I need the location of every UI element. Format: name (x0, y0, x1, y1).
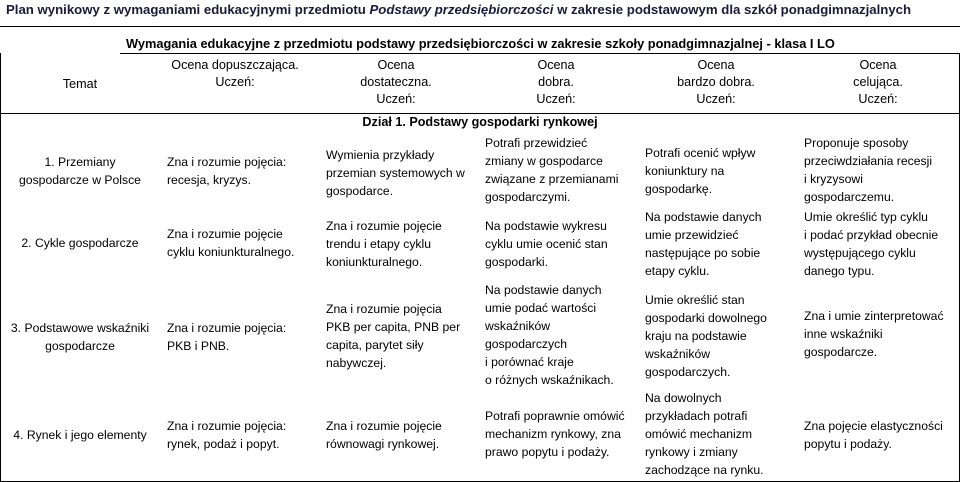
header-grade-4-line3: Uczeń: (536, 92, 576, 106)
divider (0, 113, 960, 114)
cell-line: Zna i rozumie pojęcie (326, 419, 442, 433)
cell-line: Zna i rozumie pojęcie (326, 219, 442, 233)
cell-line: 1. Przemiany (44, 155, 116, 169)
cell-line: przeciwdziałania recesji (804, 154, 933, 168)
cell-line: przykładach potrafi (645, 409, 748, 423)
header-grade-5-line1: Ocena (697, 58, 735, 72)
divider (120, 53, 960, 54)
cell-line: gospodarczymi. (485, 190, 571, 204)
grade3-cell-3 (326, 300, 460, 372)
grade4-cell-3 (485, 281, 614, 389)
header-grade-3 (316, 57, 476, 108)
cell-line: recesja, kryzys. (167, 173, 251, 187)
cell-line: Na podstawie danych (485, 283, 602, 297)
grade6-cell-4 (804, 417, 943, 453)
cell-line: umie podać wartości (485, 301, 597, 315)
cell-line: nabywczej. (326, 356, 387, 370)
cell-line: Na podstawie wykresu (485, 219, 607, 233)
cell-line: zmiany w gospodarce (485, 154, 603, 168)
cell-line: Proponuje sposoby (804, 136, 909, 150)
cell-line: następujące po sobie (645, 246, 761, 260)
cell-line: związane z przemianami (485, 172, 619, 186)
cell-line: Potrafi przewidzieć (485, 136, 588, 150)
header-grade-4-line2: dobra. (538, 75, 574, 89)
header-grade-2 (160, 57, 310, 91)
grade6-cell-3 (804, 307, 944, 361)
header-grade-6-line3: Uczeń: (858, 92, 898, 106)
page-title-subject: Podstawy przedsiębiorczości (369, 2, 554, 17)
grade4-cell-1 (485, 134, 618, 206)
grade2-cell-2 (167, 225, 294, 261)
cell-line: zachodzące na rynku. (645, 463, 764, 477)
header-grade-3-line3: Uczeń: (376, 92, 416, 106)
cell-line: gospodarczych (485, 337, 567, 351)
cell-line: koniunkturalnego. (326, 255, 423, 269)
topic-cell-3 (0, 319, 160, 355)
header-grade-5-line2: bardzo dobra. (677, 75, 755, 89)
cell-line: danego typu. (804, 264, 875, 278)
grade2-cell-4 (167, 417, 286, 453)
cell-line: o różnych wskaźnikach. (485, 373, 614, 387)
cell-line: gospodarcze. (804, 345, 878, 359)
cell-line: Umie określić stan (645, 293, 745, 307)
header-grade-2-line2: Uczeń: (215, 75, 255, 89)
cell-line: Potrafi ocenić wpływ (645, 146, 756, 160)
cell-line: Na dowolnych (645, 391, 722, 405)
cell-line: i kryzysowi (804, 172, 863, 186)
topic-cell-2 (0, 234, 160, 252)
page-title (6, 2, 911, 17)
page-title-prefix: Plan wynikowy z wymaganiami edukacyjnymi przedmiotu (6, 2, 370, 17)
cell-line: umie przewidzieć (645, 228, 739, 242)
cell-line: Zna i rozumie pojęcia (326, 302, 442, 316)
section-title: Dział 1. Podstawy gospodarki rynkowej (362, 115, 598, 129)
cell-line: etapy cyklu. (645, 264, 710, 278)
cell-line: rynek, podaż i popyt. (167, 437, 280, 451)
header-grade-3-line1: Ocena (377, 58, 415, 72)
cell-line: Zna pojęcie elastyczności (804, 419, 943, 433)
grade3-cell-4 (326, 417, 442, 453)
cell-line: i podać przykład obecnie (804, 228, 939, 242)
cell-line: i porównać kraje (485, 355, 574, 369)
cell-line: popytu i podaży. (804, 437, 892, 451)
grade4-cell-4 (485, 407, 625, 461)
cell-line: 2. Cykle gospodarcze (21, 236, 139, 250)
grade6-cell-1 (804, 134, 932, 206)
cell-line: gospodarczych. (645, 365, 731, 379)
cell-line: Umie określić typ cyklu (804, 210, 928, 224)
grade5-cell-3 (645, 291, 767, 381)
cell-line: rynkowy i zmiany (645, 445, 738, 459)
header-grade-6-line1: Ocena (859, 58, 897, 72)
grade5-cell-1 (645, 144, 755, 198)
header-topic: Temat (62, 77, 98, 91)
cell-line: przemian systemowych w (326, 166, 465, 180)
cell-line: 4. Rynek i jego elementy (13, 428, 147, 442)
topic-cell-1 (0, 153, 160, 189)
cell-line: trendu i etapy cyklu (326, 237, 432, 251)
topic-cell-4 (0, 426, 160, 444)
cell-line: capita, parytet siły (326, 338, 424, 352)
cell-line: Potrafi poprawnie omówić (485, 409, 625, 423)
cell-line: gospodarcze w Polsce (19, 173, 141, 187)
cell-line: Zna i rozumie pojęcia: (167, 321, 287, 335)
grade2-cell-1 (167, 153, 286, 189)
header-grade-5 (636, 57, 796, 108)
header-grade-4 (476, 57, 636, 108)
cell-line: prawo popytu i podaży. (485, 445, 610, 459)
header-grade-3-line2: dostateczna. (360, 75, 432, 89)
cell-line: wskaźników (485, 319, 551, 333)
cell-line: Na podstawie danych (645, 210, 762, 224)
grade3-cell-2 (326, 217, 442, 271)
cell-line: równowagi rynkowej. (326, 437, 440, 451)
cell-line: gospodarki. (485, 255, 549, 269)
grade4-cell-2 (485, 217, 608, 271)
header-grade-6 (796, 57, 960, 108)
cell-line: Zna i rozumie pojęcie (167, 227, 283, 241)
cell-line: PKB per capita, PNB per (326, 320, 461, 334)
grade5-cell-4 (645, 389, 764, 479)
header-grade-2-line1: Ocena dopuszczająca. (171, 58, 299, 72)
cell-line: Zna i rozumie pojęcia: (167, 419, 287, 433)
cell-line: Zna i umie zinterpretować (804, 309, 944, 323)
cell-line: 3. Podstawowe wskaźniki (10, 321, 150, 335)
cell-line: cyklu koniunkturalnego. (167, 245, 295, 259)
grade3-cell-1 (326, 146, 465, 200)
divider (0, 53, 1, 482)
cell-line: gospodarczemu. (804, 190, 895, 204)
cell-line: Zna i rozumie pojęcia: (167, 155, 287, 169)
page-title-suffix: w zakresie podstawowym dla szkół ponadgimnazjalnych (553, 2, 912, 17)
cell-line: gospodarcze (45, 339, 115, 353)
cell-line: występującego cyklu (804, 246, 916, 260)
cell-line: gospodarkę. (645, 182, 713, 196)
cell-line: omówić mechanizm (645, 427, 753, 441)
header-grade-4-line1: Ocena (537, 58, 575, 72)
cell-line: mechanizm rynkowy, zna (485, 427, 621, 441)
header-grade-5-line3: Uczeń: (696, 92, 736, 106)
cell-line: inne wskaźniki (804, 327, 883, 341)
cell-line: wskaźników (645, 347, 711, 361)
cell-line: gospodarce. (326, 184, 394, 198)
cell-line: kraju na podstawie (645, 329, 747, 343)
table-subtitle: Wymagania edukacyjne z przedmiotu podstawy przedsiębiorczości w zakresie szkoły ponadgimnazjalnej - klasa I LO (126, 36, 835, 51)
cell-line: cyklu umie ocenić stan (485, 237, 608, 251)
grade2-cell-3 (167, 319, 286, 355)
grade5-cell-2 (645, 208, 762, 280)
cell-line: gospodarki dowolnego (645, 311, 767, 325)
cell-line: PKB i PNB. (167, 339, 230, 353)
grade6-cell-2 (804, 208, 938, 280)
cell-line: koniunktury na (645, 164, 725, 178)
cell-line: Wymienia przykłady (326, 148, 435, 162)
header-grade-6-line2: celująca. (853, 75, 903, 89)
requirements-table (0, 26, 960, 482)
